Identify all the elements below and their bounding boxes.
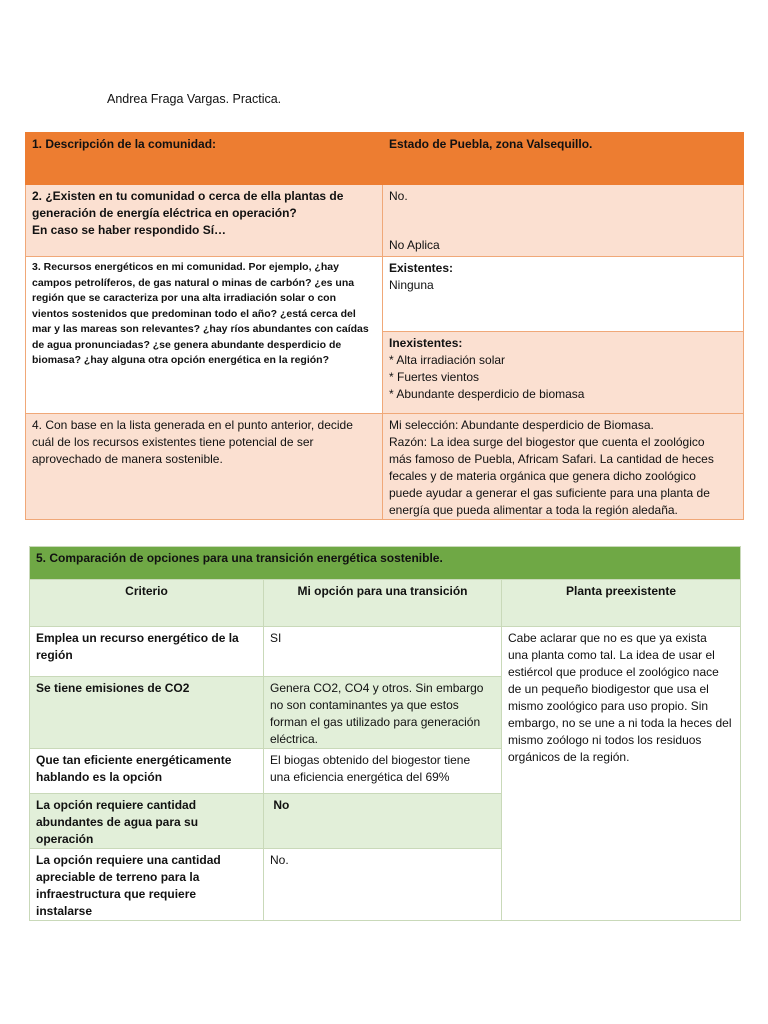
q4-line: cuál de los recursos existentes tiene potencial de ser: [32, 435, 314, 449]
opcion-line: El biogas obtenido del biogestor tiene: [270, 753, 471, 767]
q3-question: [26, 257, 383, 414]
header-criterio: Criterio: [30, 580, 264, 627]
criterio-line: abundantes de agua para su: [36, 815, 199, 829]
q3-line: de agua pronunciadas? ¿se genera abundante desperdicio de: [32, 338, 342, 351]
planta-line: estiércol que produce el zoológico nace: [508, 665, 719, 679]
q2-answer-no: No.: [389, 189, 408, 203]
criterio-cell: [30, 749, 264, 794]
q4-answer-line: puede ayudar a generar el gas suficiente para una planta de: [389, 486, 710, 500]
planta-line: mismo zoológico para uso propio. Sin: [508, 699, 709, 713]
criterio-line: apreciable de terreno para la: [36, 870, 200, 884]
q2-answer-cell: [383, 185, 744, 257]
criterio-line: Se tiene emisiones de CO2: [36, 681, 190, 695]
q4-answer-line: fecales y de materia orgánica que genera dicho zoológico: [389, 469, 696, 483]
inexistentes-item: * Alta irradiación solar: [389, 353, 506, 367]
criterio-cell: [30, 794, 264, 849]
document-header: Andrea Fraga Vargas. Practica.: [107, 92, 282, 106]
q4-line: aprovechado de manera sostenible.: [32, 452, 223, 466]
opcion-line: No: [270, 798, 290, 812]
comparison-table: [29, 546, 741, 921]
criterio-cell: [30, 627, 264, 677]
planta-line: mismo zoólogo ni todos los residuos: [508, 733, 702, 747]
existentes-label: Existentes:: [389, 261, 454, 275]
comparison-title: 5. Comparación de opciones para una transición energética sostenible.: [30, 547, 741, 580]
q4-answer-line: Mi selección: Abundante desperdicio de Biomasa.: [389, 418, 654, 432]
criterio-line: región: [36, 648, 73, 662]
criterio-line: Que tan eficiente energéticamente: [36, 753, 232, 767]
q1-description-label: 1. Descripción de la comunidad:: [26, 133, 383, 185]
opcion-line: no son contaminantes ya que estos: [270, 698, 459, 712]
planta-line: de un pequeño biodigestor que usa el: [508, 682, 709, 696]
criterio-cell: [30, 677, 264, 749]
opcion-line: forman el gas utilizado para generación: [270, 715, 481, 729]
opcion-cell: [264, 677, 502, 749]
opcion-cell: [264, 749, 502, 794]
header-mi-opcion: Mi opción para una transición: [264, 580, 502, 627]
community-table: [25, 132, 744, 520]
criterio-line: hablando es la opción: [36, 770, 163, 784]
opcion-line: Genera CO2, CO4 y otros. Sin embargo: [270, 681, 484, 695]
criterio-line: operación: [36, 832, 94, 846]
q4-answer-line: más famoso de Puebla, Africam Safari. La cantidad de heces: [389, 452, 714, 466]
q4-answer-line: Razón: La idea surge del biogestor que cuenta el zoológico: [389, 435, 705, 449]
q2-line: 2. ¿Existen en tu comunidad o cerca de ella plantas de: [32, 189, 344, 203]
criterio-line: infraestructura que requiere: [36, 887, 197, 901]
q2-answer-no-aplica: No Aplica: [389, 238, 440, 252]
planta-line: embargo, no se une a ni toda la heces del: [508, 716, 732, 730]
q1-answer: Estado de Puebla, zona Valsequillo.: [383, 133, 744, 185]
q4-answer-line: energía que pueda alimentar a toda la región aledaña.: [389, 503, 678, 517]
q4-line: 4. Con base en la lista generada en el punto anterior, decide: [32, 418, 353, 432]
planta-cell: [502, 627, 741, 921]
planta-line: orgánicos de la región.: [508, 750, 630, 764]
opcion-cell: [264, 627, 502, 677]
planta-line: Cabe aclarar que no es que ya exista: [508, 631, 707, 645]
q3-line: biomasa? ¿hay alguna otra opción energética en la región?: [32, 354, 329, 366]
opcion-line: No.: [270, 853, 289, 867]
inexistentes-label: Inexistentes:: [389, 336, 463, 350]
planta-line: una planta como tal. La idea de usar el: [508, 648, 715, 662]
q3-line: mar y las mareas son relevantes? ¿hay ríos abundantes con caídas: [32, 323, 369, 335]
q3-line: vientos sostenidos que predominan todo el año? ¿está cerca del: [32, 307, 356, 320]
q2-question: [26, 185, 383, 257]
header-planta: Planta preexistente: [502, 580, 741, 627]
criterio-cell: [30, 849, 264, 921]
q2-line: En caso se haber respondido Sí…: [32, 223, 227, 237]
q3-line: región que se caracteriza por una alta irradiación solar o con: [32, 292, 337, 304]
q3-line: 3. Recursos energéticos en mi comunidad. Por ejemplo, ¿hay: [32, 261, 339, 273]
opcion-line: una eficiencia energética del 69%: [270, 770, 450, 784]
opcion-line: eléctrica.: [270, 732, 319, 746]
opcion-cell: [264, 794, 502, 849]
inexistentes-cell: [383, 332, 744, 414]
criterio-line: La opción requiere cantidad: [36, 798, 197, 812]
q4-question: [26, 414, 383, 520]
q3-line: campos petrolíferos, de gas natural o minas de carbón? ¿es una: [32, 276, 355, 289]
opcion-cell: [264, 849, 502, 921]
existentes-cell: [383, 257, 744, 332]
criterio-line: La opción requiere una cantidad: [36, 853, 221, 867]
q2-line: generación de energía eléctrica en operación?: [32, 206, 297, 220]
criterio-line: Emplea un recurso energético de la: [36, 631, 239, 645]
q4-answer: [383, 414, 744, 520]
opcion-line: SI: [270, 631, 282, 645]
criterio-line: instalarse: [36, 904, 93, 918]
existentes-value: Ninguna: [389, 278, 434, 292]
inexistentes-item: * Abundante desperdicio de biomasa: [389, 387, 585, 401]
inexistentes-item: * Fuertes vientos: [389, 370, 480, 384]
